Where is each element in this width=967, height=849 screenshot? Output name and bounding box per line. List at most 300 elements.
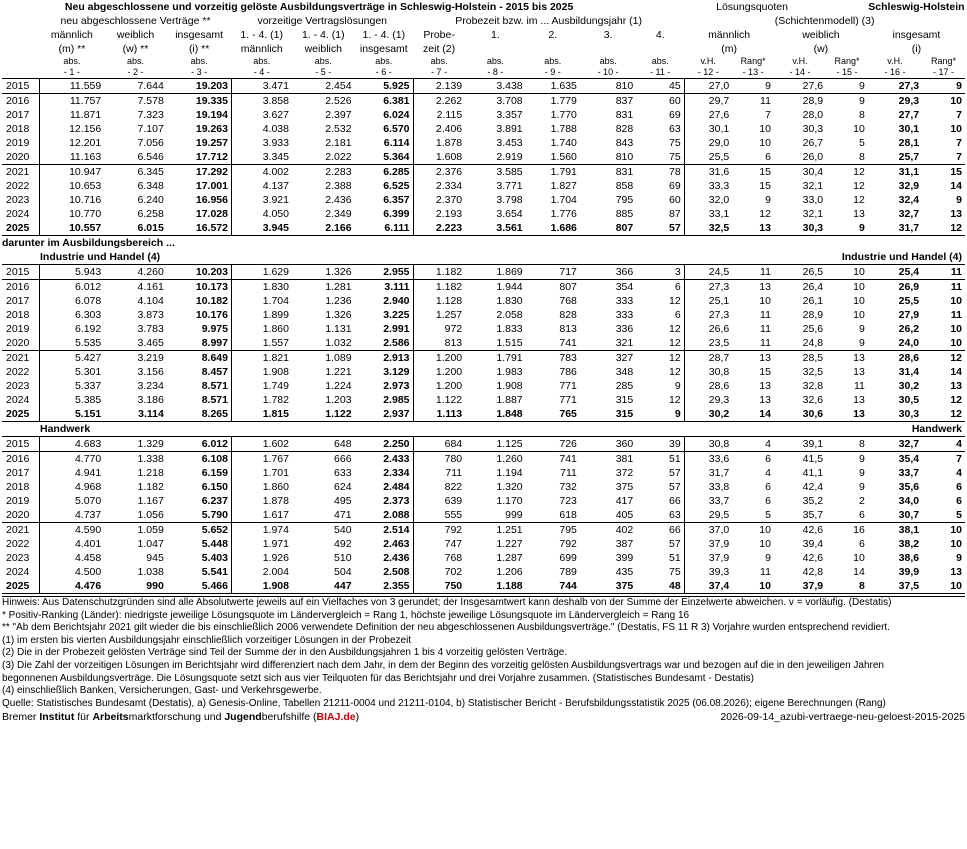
column-subheader: Rang* (834, 56, 860, 66)
value-cell: 3.933 (231, 136, 292, 150)
value-cell: 38,1 (868, 523, 922, 538)
value-cell: 6.012 (167, 437, 232, 452)
table-row (2, 351, 965, 366)
value-cell: 30,7 (898, 509, 920, 521)
value-cell: 6.015 (104, 221, 167, 236)
value-cell: 5.448 (201, 538, 228, 550)
value-cell: 26,0 (802, 151, 824, 163)
value-cell: 3.114 (104, 407, 167, 422)
table-row (2, 407, 965, 422)
year-cell: 2021 (2, 523, 40, 538)
value-cell: 2.349 (325, 208, 352, 220)
column-subheader: - 11 - (650, 67, 671, 77)
column-subheader: abs. (544, 56, 562, 66)
value-cell: 6.303 (40, 308, 105, 322)
value-cell: 66 (636, 523, 684, 538)
value-cell: 32,4 (898, 194, 920, 206)
value-cell: 723 (559, 495, 577, 507)
value-cell: 13 (853, 394, 865, 406)
value-cell: 1.281 (292, 280, 355, 295)
table-row (2, 94, 965, 109)
column-subheader: v.H. (700, 56, 716, 66)
value-cell: 57 (669, 467, 681, 479)
value-cell: 11.559 (40, 79, 105, 94)
value-cell: 2.985 (383, 394, 410, 406)
value-cell: 1.821 (231, 351, 292, 366)
value-cell: 19.335 (167, 94, 232, 109)
value-cell: 78 (636, 165, 684, 180)
value-cell: 2.913 (355, 351, 413, 366)
value-cell: 10.173 (167, 280, 232, 295)
value-cell: 831 (615, 109, 634, 121)
value-cell: 1.830 (496, 295, 523, 307)
footer-organization: Bremer Institut für Arbeitsmarktforschung und Jugendberufshilfe (BIAJ.de) (2, 711, 360, 724)
column-header: männlich (50, 29, 93, 41)
value-cell: 3.186 (137, 394, 164, 406)
table-row (2, 150, 965, 165)
value-cell: 6.111 (355, 221, 413, 236)
value-cell: 807 (580, 221, 636, 236)
value-cell: 41,5 (774, 452, 826, 467)
value-cell: 39,9 (898, 566, 920, 578)
value-cell: 31,4 (898, 366, 920, 378)
value-cell: 35,2 (802, 495, 824, 507)
value-cell: 11 (853, 380, 865, 392)
value-cell: 717 (526, 265, 580, 280)
value-cell: 13 (732, 221, 774, 236)
column-subheader: abs. (63, 56, 81, 66)
value-cell: 4.968 (40, 480, 105, 494)
value-cell: 633 (334, 467, 352, 479)
value-cell: 702 (413, 565, 465, 579)
value-cell: 10 (950, 337, 962, 349)
table-cell (413, 250, 826, 265)
column-subheader: - 10 - (597, 67, 619, 77)
value-cell: 32,7 (898, 208, 920, 220)
value-cell: 6.240 (137, 194, 164, 206)
value-cell: 10.176 (195, 309, 228, 321)
column-subheader: abs. (375, 56, 393, 66)
column-header: männlich (708, 29, 751, 41)
value-cell: 10.947 (40, 165, 105, 180)
value-cell: 27,3 (868, 79, 922, 94)
header-vorzeitig: vorzeitige Vertragslösungen (257, 15, 388, 27)
year-cell: 2020 (6, 509, 30, 521)
column-subheader: - 2 - (127, 67, 144, 77)
value-cell: 10 (826, 280, 868, 295)
value-cell: 6.237 (201, 495, 228, 507)
footnote: Hinweis: Aus Datenschutzgründen sind alle Absolutwerte jeweils auf ein Vielfaches von 3 gerundet; der Insgesamtwert kann deshalb von der Summe der Einzelwerte abweichen. v = vorläufig. (Destatis) (2, 597, 892, 608)
value-cell: 366 (580, 265, 636, 280)
value-cell: 315 (615, 394, 634, 406)
value-cell: 1.122 (413, 393, 465, 407)
value-cell: 6 (732, 452, 774, 467)
value-cell: 5.790 (201, 509, 228, 521)
value-cell: 2.955 (355, 265, 413, 280)
value-cell: 828 (559, 309, 577, 321)
value-cell: 2.283 (292, 165, 355, 180)
value-cell: 26,7 (802, 137, 824, 149)
biaj-link[interactable]: BIAJ.de (316, 711, 356, 724)
value-cell: 1.089 (292, 351, 355, 366)
value-cell: 6 (956, 481, 962, 493)
value-cell: 19.257 (195, 137, 228, 149)
value-cell: 75 (669, 137, 681, 149)
value-cell: 33,7 (898, 467, 920, 479)
value-cell: 1.602 (231, 437, 292, 452)
value-cell: 639 (413, 494, 465, 508)
value-cell: 1.167 (137, 495, 164, 507)
value-cell: 9 (956, 552, 962, 564)
value-cell: 28,6 (684, 379, 732, 393)
value-cell: 1.236 (325, 295, 352, 307)
year-cell: 2017 (6, 295, 30, 307)
table-row (2, 308, 965, 322)
value-cell: 37,0 (684, 523, 732, 538)
column-header: 3. (603, 29, 613, 41)
value-cell: 6.258 (137, 208, 164, 220)
column-header: weiblich (304, 43, 342, 55)
value-cell: 7 (765, 109, 771, 121)
value-cell: 1.515 (496, 337, 523, 349)
value-cell: 6.399 (383, 208, 410, 220)
value-cell: 4.476 (40, 579, 105, 594)
table-row (2, 165, 965, 180)
value-cell: 2.454 (292, 79, 355, 94)
value-cell: 9 (765, 194, 771, 206)
value-cell: 1.560 (550, 151, 577, 163)
value-cell: 14 (950, 180, 962, 192)
value-cell: 11 (760, 309, 771, 321)
value-cell: 10 (759, 137, 771, 149)
value-cell: 9 (636, 407, 684, 422)
value-cell: 8.265 (167, 407, 232, 422)
value-cell: 1.047 (137, 538, 164, 550)
value-cell: 27,6 (684, 108, 732, 122)
value-cell: 795 (615, 194, 634, 206)
year-cell: 2021 (2, 165, 40, 180)
column-header (580, 42, 636, 56)
value-cell: 4.458 (40, 551, 105, 565)
value-cell: 885 (615, 208, 634, 220)
value-cell: 7.056 (137, 137, 164, 149)
value-cell: 8 (859, 151, 865, 163)
value-cell: 12 (636, 351, 684, 366)
value-cell: 12 (669, 366, 681, 378)
value-cell: 1.131 (325, 323, 352, 335)
value-cell: 4.137 (231, 179, 292, 193)
column-header: insgesamt (892, 29, 941, 41)
value-cell: 13 (759, 380, 771, 392)
value-cell: 8.571 (201, 394, 228, 406)
value-cell: 315 (580, 407, 636, 422)
column-header: weiblich (802, 29, 840, 41)
value-cell: 684 (413, 437, 465, 452)
value-cell: 13 (853, 208, 865, 220)
table-row (2, 579, 965, 594)
value-cell: 6 (859, 538, 865, 550)
value-cell: 2.406 (413, 122, 465, 136)
year-cell: 2020 (6, 151, 30, 163)
table-cell (2, 14, 40, 28)
value-cell: 4.260 (104, 265, 167, 280)
table-row (2, 265, 965, 280)
value-cell: 6.114 (383, 137, 410, 149)
value-cell: 1.770 (550, 109, 577, 121)
value-cell: 9 (859, 323, 865, 335)
value-cell: 1.908 (496, 380, 523, 392)
footnote: (1) im ersten bis vierten Ausbildungsjahr einschließlich vorzeitiger Lösungen in der Probezeit (2, 634, 412, 646)
value-cell: 2.991 (383, 323, 410, 335)
value-cell: 16.572 (167, 221, 232, 236)
value-cell: 1.878 (413, 136, 465, 150)
value-cell: 42,6 (802, 552, 824, 564)
value-cell: 30,8 (684, 437, 732, 452)
value-cell: 1.971 (231, 537, 292, 551)
value-cell: 57 (669, 481, 681, 493)
value-cell: 29,3 (684, 393, 732, 407)
value-cell: 810 (580, 79, 636, 94)
value-cell: 771 (559, 380, 577, 392)
value-cell: 12 (669, 323, 681, 335)
value-cell: 1.287 (496, 552, 523, 564)
value-cell: 1.791 (465, 351, 526, 366)
value-cell: 28,1 (898, 137, 920, 149)
value-cell: 28,5 (774, 351, 826, 366)
value-cell: 25,4 (868, 265, 922, 280)
column-header: männlich (240, 43, 283, 55)
value-cell: 28,6 (868, 351, 922, 366)
table-cell (2, 28, 40, 42)
column-subheader: Rang* (740, 56, 766, 66)
value-cell: 10 (922, 579, 965, 594)
table-row (2, 322, 965, 336)
value-cell: 41,1 (802, 467, 824, 479)
value-cell: 945 (146, 552, 164, 564)
value-cell: 732 (559, 481, 577, 493)
value-cell: 4.737 (40, 508, 105, 523)
value-cell: 1.860 (231, 322, 292, 336)
value-cell: 6 (765, 495, 771, 507)
year-cell: 2016 (2, 280, 40, 295)
value-cell: 33,6 (684, 452, 732, 467)
value-cell: 5.925 (355, 79, 413, 94)
value-cell: 16.956 (195, 194, 228, 206)
value-cell: 402 (580, 523, 636, 538)
value-cell: 3.234 (137, 380, 164, 392)
value-cell: 648 (292, 437, 355, 452)
value-cell: 1.779 (526, 94, 580, 109)
value-cell: 492 (334, 538, 352, 550)
value-cell: 42,4 (802, 481, 824, 493)
value-cell: 11 (760, 323, 771, 335)
value-cell: 3.783 (137, 323, 164, 335)
value-cell: 321 (615, 337, 634, 349)
value-cell: 13 (950, 208, 962, 220)
value-cell: 750 (413, 579, 465, 594)
value-cell: 3.771 (496, 180, 523, 192)
year-cell: 2017 (6, 467, 30, 479)
value-cell: 9 (732, 79, 774, 94)
value-cell: 12 (922, 221, 965, 236)
value-cell: 2.433 (355, 452, 413, 467)
value-cell: 2.088 (383, 509, 410, 521)
value-cell: 2.937 (355, 407, 413, 422)
value-cell: 6 (859, 509, 865, 521)
column-header: (m) (721, 43, 737, 55)
value-cell: 30,2 (898, 380, 920, 392)
value-cell: 37,9 (684, 551, 732, 565)
value-cell: 5.337 (40, 379, 105, 393)
value-cell: 13 (853, 366, 865, 378)
column-subheader: - 15 - (836, 67, 858, 77)
value-cell: 618 (559, 509, 577, 521)
column-subheader: - 13 - (742, 67, 764, 77)
footnotes (2, 596, 965, 710)
value-cell: 33,0 (802, 194, 824, 206)
value-cell: 11 (760, 566, 771, 578)
value-cell: 4.002 (231, 165, 292, 180)
value-cell: 25,6 (802, 323, 824, 335)
value-cell: 31,6 (684, 165, 732, 180)
value-cell: 792 (559, 538, 577, 550)
value-cell: 26,4 (774, 280, 826, 295)
value-cell: 495 (334, 495, 352, 507)
year-cell: 2015 (2, 265, 40, 280)
header-row (2, 14, 965, 28)
value-cell: 27,3 (684, 280, 732, 295)
value-cell: 1.170 (496, 495, 523, 507)
value-cell: 2.973 (383, 380, 410, 392)
column-subheader: - 1 - (63, 67, 80, 77)
value-cell: 60 (669, 194, 681, 206)
value-cell: 2.139 (413, 79, 465, 94)
value-cell: 765 (526, 407, 580, 422)
table-row (2, 193, 965, 207)
value-cell: 39,4 (802, 538, 824, 550)
value-cell: 2.484 (383, 481, 410, 493)
column-subheader: - 4 - (253, 67, 270, 77)
column-header (636, 42, 684, 56)
value-cell: 7.578 (104, 94, 167, 109)
value-cell: 27,0 (684, 79, 732, 94)
value-cell: 11.757 (40, 94, 105, 109)
value-cell: 42,8 (802, 566, 824, 578)
footer (2, 711, 965, 723)
value-cell: 1.188 (465, 579, 526, 594)
value-cell: 2.334 (413, 179, 465, 193)
column-subheader: abs. (599, 56, 617, 66)
section-name: Handwerk (2, 422, 413, 437)
value-cell: 6.150 (201, 481, 228, 493)
value-cell: 9.975 (201, 323, 228, 335)
report-sheet (2, 0, 965, 723)
value-cell: 1.227 (496, 538, 523, 550)
value-cell: 6.546 (137, 151, 164, 163)
value-cell: 10 (732, 579, 774, 594)
value-cell: 1.338 (104, 452, 167, 467)
value-cell: 2.373 (383, 495, 410, 507)
value-cell: 555 (413, 508, 465, 523)
value-cell: 9 (674, 380, 681, 392)
value-cell: 33,8 (684, 480, 732, 494)
value-cell: 13 (732, 351, 774, 366)
value-cell: 8 (826, 437, 868, 452)
column-header: Probe- (423, 29, 455, 41)
value-cell: 504 (334, 566, 352, 578)
table-cell (2, 56, 40, 67)
value-cell: 822 (413, 480, 465, 494)
value-cell: 1.257 (413, 308, 465, 322)
value-cell: 11 (732, 265, 774, 280)
column-subheader: abs. (127, 56, 145, 66)
table-row (2, 551, 965, 565)
column-header: 2. (548, 29, 558, 41)
value-cell: 435 (615, 566, 634, 578)
value-cell: 4.683 (40, 437, 105, 452)
value-cell: 1.869 (465, 265, 526, 280)
value-cell: 828 (615, 123, 634, 135)
value-cell: 1.740 (550, 137, 577, 149)
table-row (2, 336, 965, 351)
value-cell: 7 (956, 109, 962, 121)
column-header: (i) (911, 43, 922, 55)
value-cell: 29,3 (868, 94, 922, 109)
value-cell: 25,1 (684, 294, 732, 308)
column-subheader: - 7 - (431, 67, 448, 77)
value-cell: 75 (669, 566, 681, 578)
value-cell: 5.466 (167, 579, 232, 594)
value-cell: 375 (580, 579, 636, 594)
table-row (2, 365, 965, 379)
value-cell: 4.104 (137, 295, 164, 307)
value-cell: 30,3 (868, 407, 922, 422)
value-cell: 35,7 (802, 509, 824, 521)
value-cell: 33,1 (684, 207, 732, 221)
value-cell: 510 (334, 552, 352, 564)
table-row (2, 480, 965, 494)
value-cell: 27,3 (684, 308, 732, 322)
value-cell: 8.649 (167, 351, 232, 366)
year-cell: 2023 (6, 194, 30, 206)
value-cell: 771 (559, 394, 577, 406)
value-cell: 5.364 (383, 151, 410, 163)
value-cell: 1.194 (496, 467, 523, 479)
value-cell: 1.557 (231, 336, 292, 351)
value-cell: 4 (956, 467, 962, 479)
value-cell: 25,7 (898, 151, 920, 163)
column-subheader: - 5 - (315, 67, 332, 77)
value-cell: 7 (956, 151, 962, 163)
value-cell: 10.716 (40, 193, 105, 207)
value-cell: 2.370 (413, 193, 465, 207)
value-cell: 37,9 (684, 537, 732, 551)
column-subheader: abs. (190, 56, 208, 66)
value-cell: 1.860 (231, 480, 292, 494)
value-cell: 12 (950, 394, 962, 406)
value-cell: 747 (413, 537, 465, 551)
value-cell: 4.038 (231, 122, 292, 136)
table-row (2, 494, 965, 508)
header-quoten-sub: (Schichtenmodell) (3) (774, 15, 875, 27)
value-cell: 354 (580, 280, 636, 295)
value-cell: 23,5 (684, 336, 732, 351)
value-cell: 3.708 (465, 94, 526, 109)
value-cell: 6.381 (355, 94, 413, 109)
header-quoten: Lösungsquoten (716, 1, 788, 13)
value-cell: 1.206 (496, 566, 523, 578)
value-cell: 32,6 (802, 394, 824, 406)
